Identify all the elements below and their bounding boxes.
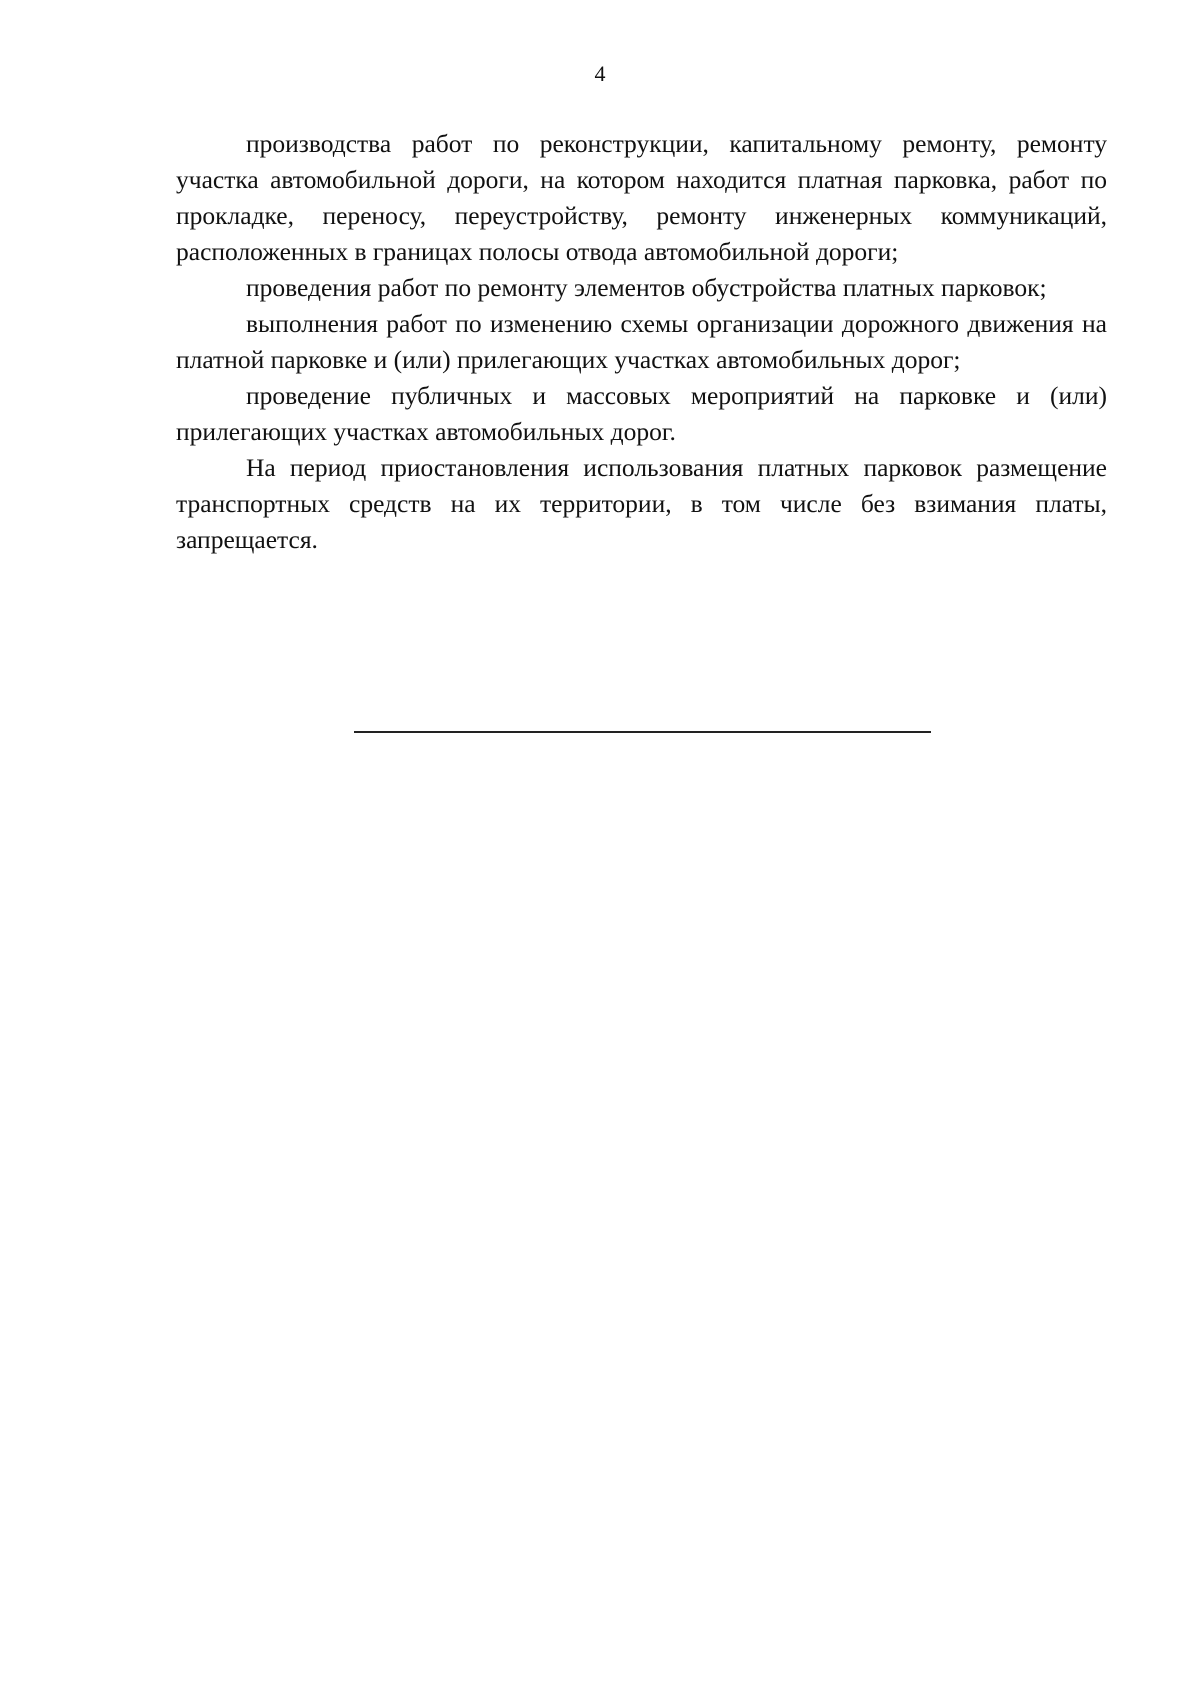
paragraph-traffic-scheme-changes: выполнения работ по изменению схемы организации дорожного движения на платной парковке и (или) прилегающих участках автомобильных дорог;	[176, 309, 1107, 374]
end-of-document-separator	[354, 731, 931, 733]
paragraph-reconstruction-works: производства работ по реконструкции, капитальному ремонту, ремонту участка автомобильной дороги, на котором находится платная парковка, работ по прокладке, переносу, переустройству, ремонту инженерных коммуникаций, расположенных в границах полосы отвода автомобильной дороги;	[176, 129, 1107, 266]
paragraph-public-events: проведение публичных и массовых мероприятий на парковке и (или) прилегающих участках автомобильных дорог.	[176, 381, 1107, 446]
paragraph-parking-prohibition: На период приостановления использования платных парковок размещение транспортных средств на их территории, в том числе без взимания платы, запрещается.	[176, 453, 1107, 554]
document-body	[176, 126, 1107, 558]
paragraph-parking-repair: проведения работ по ремонту элементов обустройства платных парковок;	[246, 273, 1047, 302]
page-number: 4	[594, 61, 606, 86]
